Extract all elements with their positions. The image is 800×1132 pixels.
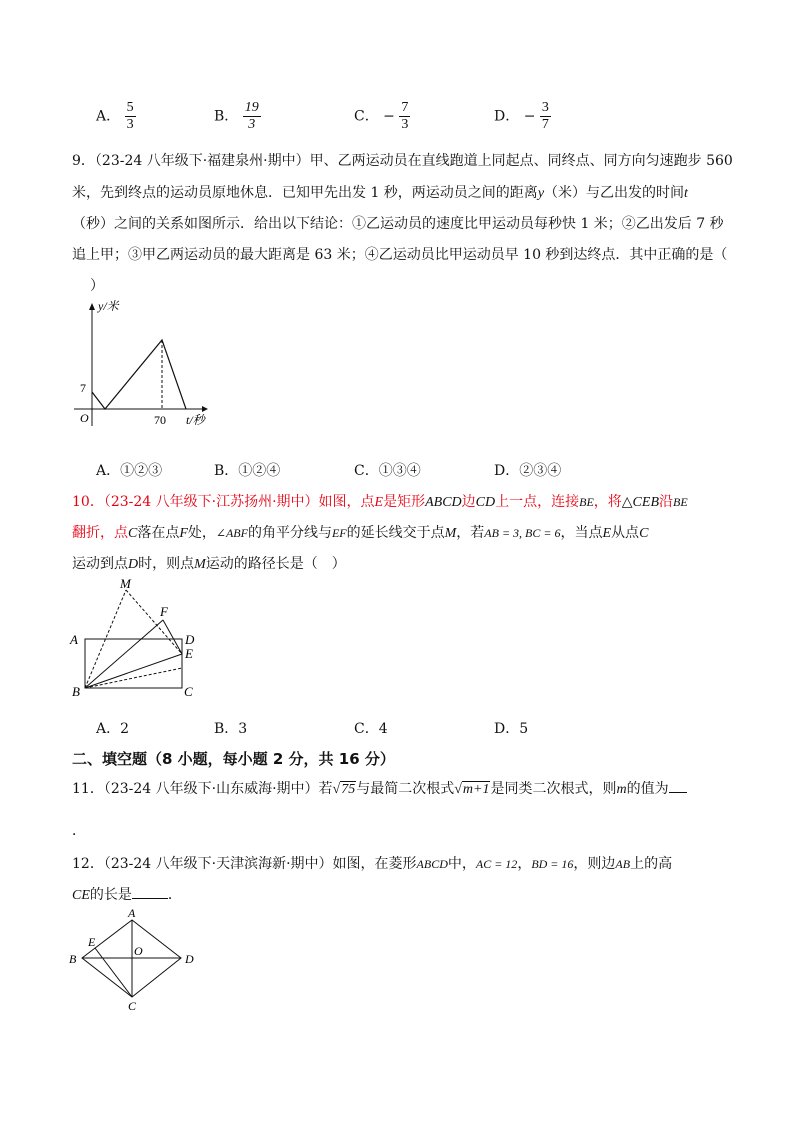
fraction: $\frac{5}{3}$ — [126, 100, 134, 132]
q9-line2: 米，先到终点的运动员原地休息．已知甲先出发 1 秒，两运动员之间的距离y（米）与乙出发的时间t — [72, 185, 688, 201]
point-a-label: A — [128, 906, 136, 920]
q10-line2: 翻折，点C落在点F处，∠ABF的角平分线与EF的延长线交于点M，若AB = 3, BC = 6，当点E从点C — [72, 525, 649, 541]
q11-line2: ． — [72, 823, 86, 839]
q9-option-c: C．①③④ — [354, 463, 421, 479]
point-m-label: M — [120, 576, 131, 591]
option-label: A． — [96, 108, 121, 125]
q9-line1: 9．（23-24 八年级下·福建泉州·期中）甲、乙两运动员在直线跑道上同起点、同终点、同方向匀速跑步 560 — [72, 153, 733, 169]
q9-option-d: D．②③④ — [494, 463, 562, 479]
section-heading: 二、填空题（8 小题，每小题 2 分，共 16 分） — [72, 750, 395, 768]
point-e-label: E — [185, 646, 193, 661]
fraction: $\frac{3}{7}$ — [541, 100, 549, 132]
q10-option-c: C．4 — [354, 721, 388, 737]
y-axis-label: y/米 — [98, 299, 119, 313]
q9-line4: 追上甲；③甲乙两运动员的最大距离是 63 米；④乙运动员比甲运动员早 10 秒到达终点．其中正确的是（ — [72, 247, 728, 263]
q8-option-c — [354, 100, 410, 133]
q8-option-a — [96, 100, 136, 133]
q10-option-b: B．3 — [214, 721, 248, 737]
sqrt-75: √75 — [332, 782, 356, 797]
point-e-label: E — [88, 935, 96, 949]
x-tick-label: 70 — [154, 413, 166, 427]
q12-rhombus-figure — [66, 906, 206, 1014]
q10-line3: 运动到点D时，则点M运动的路径长是（ ） — [72, 556, 346, 572]
q12-line1: 12．（23-24 八年级下·天津滨海新·期中）如图，在菱形ABCD中，AC = 12，BD = 16，则边AB上的高 — [72, 856, 673, 872]
sqrt-m-plus-1: √m+1 — [454, 782, 490, 797]
segment-bf — [85, 620, 163, 688]
point-d-label: D — [185, 952, 194, 966]
point-b-label: B — [72, 684, 80, 699]
q9-option-a: A．①②③ — [96, 463, 163, 479]
point-o-label: O — [134, 944, 143, 958]
point-d-label: D — [185, 632, 195, 647]
point-a-label: A — [70, 632, 78, 647]
q8-option-d — [494, 100, 551, 133]
q10-option-d: D．5 — [494, 721, 529, 737]
origin-label: O — [80, 411, 89, 425]
q9-line3: （秒）之间的关系如图所示．给出以下结论：①乙运动员的速度比甲运动员每秒快 1 米；②乙出发后 7 秒 — [72, 216, 724, 232]
y-axis-arrow-icon — [89, 303, 95, 310]
option-label: B． — [214, 108, 239, 125]
y-tick-label: 7 — [80, 381, 86, 395]
point-f-label: F — [160, 604, 168, 619]
x-axis-label: t/秒 — [186, 413, 205, 427]
minus-sign: − — [383, 108, 395, 125]
distance-line — [92, 340, 186, 409]
x-axis-arrow-icon — [202, 406, 208, 412]
minus-sign: − — [523, 108, 536, 125]
segment-fe — [163, 620, 182, 654]
q10-option-a: A．2 — [96, 721, 130, 737]
point-c-label: C — [184, 684, 193, 699]
q11-line1: 11．（23-24 八年级下·山东威海·期中）若√75与最简二次根式√m+1是同类二次根式，则m的值为 — [72, 778, 687, 798]
answer-blank — [669, 780, 687, 793]
q9-distance-time-graph — [70, 296, 220, 436]
option-label: C． — [354, 108, 379, 125]
q9-line5: ） — [90, 278, 104, 294]
q12-line2: CE的长是 ． — [72, 887, 182, 903]
point-c-label: C — [128, 999, 137, 1013]
q9-option-b: B．①②④ — [214, 463, 281, 479]
point-b-label: B — [69, 952, 77, 966]
fraction: $\frac{19}{3}$ — [244, 100, 259, 132]
option-label: D． — [494, 108, 520, 125]
q8-option-b — [214, 100, 261, 133]
answer-blank — [132, 886, 168, 899]
q10-line1: 10．（23-24 八年级下·江苏扬州·期中）如图，点E是矩形ABCD边CD上一点，连接BE，将△CEB沿BE — [72, 494, 688, 510]
q10-rectangle-figure — [62, 576, 212, 700]
fraction: $\frac{7}{3}$ — [401, 100, 409, 132]
